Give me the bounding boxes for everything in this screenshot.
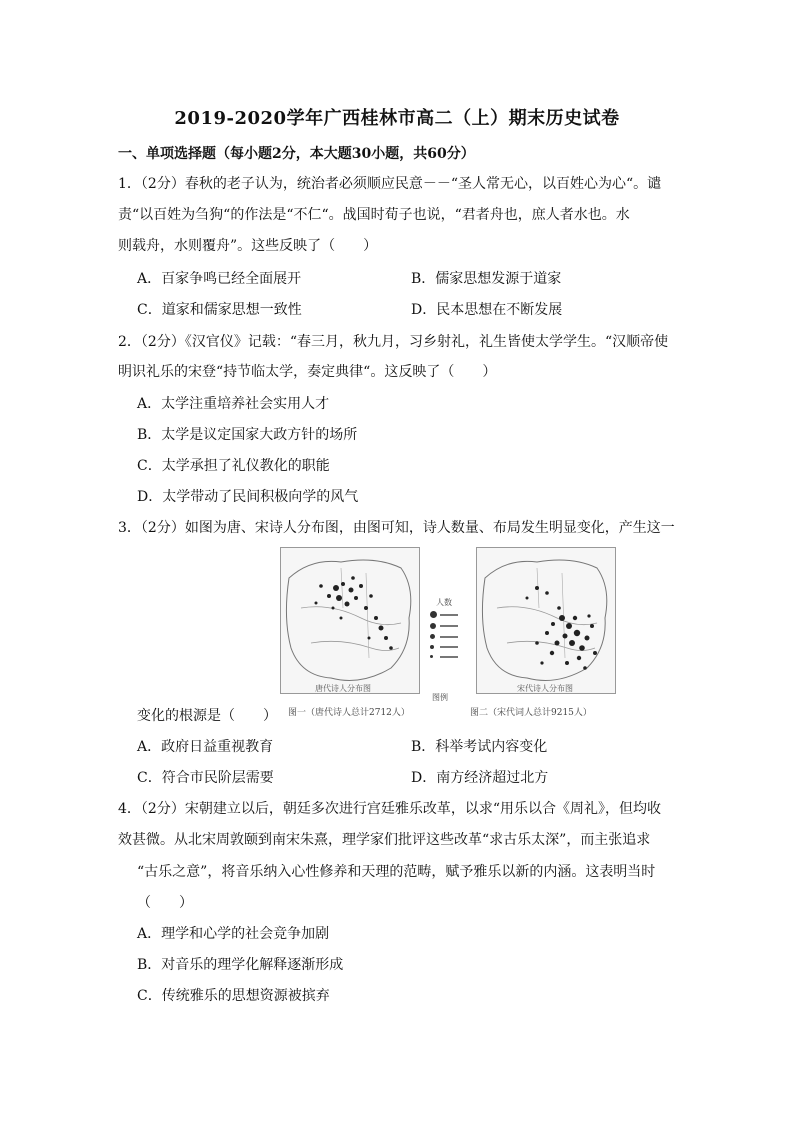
map-legend [426,597,466,677]
question-2-line-2: 明识礼乐的宋登“持节临太学，奏定典律“。这反映了（ ） [118,364,497,380]
tang-poets-map [280,547,420,694]
question-1-line-1: 1．（2分）春秋的老子认为，统治者必须顺应民意－－“圣人常无心，以百姓心为心“。谴 [118,176,662,192]
figure-caption-2: 图二（宋代词人总计9215人） [470,708,592,718]
legend-line [440,636,458,638]
question-3-option-c: C．符合市民阶层需要 [137,770,274,786]
legend-dot [430,655,433,658]
question-2-option-d: D．太学带动了民间积极向学的风气 [137,489,359,505]
question-2-option-c: C．太学承担了礼仪教化的职能 [137,458,330,474]
question-1-line-3: 则载舟，水则覆舟”。这些反映了（ ） [118,238,378,254]
question-1-line-2: 责“以百姓为刍狗“的作法是“不仁“。战国时荀子也说，“君者舟也，庶人者水也。水 [118,207,630,223]
legend-line [440,646,458,648]
legend-dot [430,645,434,649]
question-1-option-a: A．百家争鸣已经全面展开 [137,271,302,287]
legend-dot [430,634,435,639]
legend-title: 人数 [436,598,452,607]
question-3-option-a: A．政府日益重视教育 [137,739,274,755]
question-4-line-3: “古乐之意”，将音乐纳入心性修养和天理的范畴，赋予雅乐以新的内涵。这表明当时 [137,864,656,880]
question-4-line-2: 效甚微。从北宋周敦颐到南宋朱熹，理学家们批评这些改革“求古乐太深”，而主张追求 [118,832,651,848]
song-map-title: 宋代诗人分布图 [517,684,573,693]
question-1-option-d: D．民本思想在不断发展 [411,302,563,318]
question-3-line-2: 变化的根源是（ ） [137,708,277,724]
question-3-option-d: D．南方经济超过北方 [411,770,549,786]
question-1-option-c: C．道家和儒家思想一致性 [137,302,302,318]
poet-distribution-figure [280,547,618,719]
legend-dot [430,611,437,618]
tang-map-title: 唐代诗人分布图 [315,684,371,693]
question-2-line-1: 2．（2分）《汉官仪》记载：“春三月，秋九月，习乡射礼，礼生皆使太学学生。“汉顺帝使 [118,334,669,350]
question-4-line-4: （ ） [137,895,193,911]
question-1-option-b: B．儒家思想发源于道家 [411,271,562,287]
song-poets-map [476,547,616,694]
question-4-option-b: B．对音乐的理学化解释逐渐形成 [137,957,344,973]
legend-line [440,656,458,658]
exam-title: 2019-2020学年广西桂林市高二（上）期末历史试卷 [174,108,620,129]
question-2-option-b: B．太学是议定国家大政方针的场所 [137,427,358,443]
legend-label: 图例 [432,693,448,702]
legend-line [440,625,458,627]
legend-line [440,614,458,616]
figure-caption-1: 图一（唐代诗人总计2712人） [288,708,410,718]
question-3-line-1: 3．（2分）如图为唐、宋诗人分布图，由图可知，诗人数量、布局发生明显变化，产生这一 [118,520,675,536]
section-heading: 一、单项选择题（每小题2分，本大题30小题，共60分） [118,146,475,162]
legend-dot [430,623,436,629]
question-4-option-a: A．理学和心学的社会竞争加剧 [137,926,330,942]
question-4-option-c: C．传统雅乐的思想资源被摈弃 [137,988,330,1004]
question-2-option-a: A．太学注重培养社会实用人才 [137,396,330,412]
question-3-option-b: B．科举考试内容变化 [411,739,548,755]
question-4-line-1: 4．（2分）宋朝建立以后，朝廷多次进行宫廷雅乐改革，以求“用乐以合《周礼》，但均收 [118,801,661,817]
